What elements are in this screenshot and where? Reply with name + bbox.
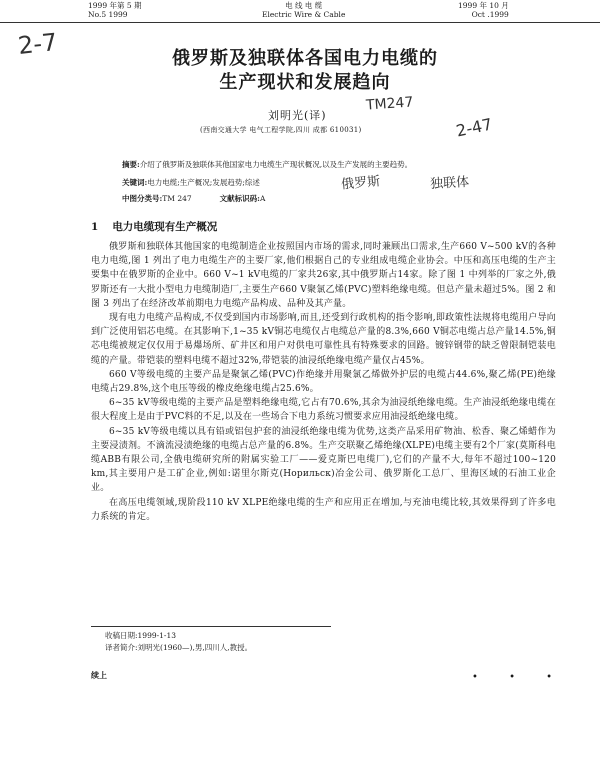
handwritten-keyword-russia: 俄罗斯 [340, 174, 381, 193]
paragraph: 俄罗斯和独联体其他国家的电缆制造企业按照国内市场的需求,同时兼顾出口需求,生产660 V~500 kV的各种电力电缆,图 1 列出了电力电缆生产的主要厂家,他们根据自己的专业组成电缆企业协会。中压和高压电缆的生产主要集中在俄罗斯的企业中。660 V~1 kV电缆的厂家共26家,其中俄罗斯占14家。除了图 1 中列举的厂家之外,俄罗斯还有一大批小型电力电缆制造厂,主要生产660 V聚氯乙烯(PVC)塑料绝缘电缆。但总产量未超过5%。图 2 和图 3 列出了在经济改革前期电力电缆产品构成、品种及其产量。 [91, 242, 556, 309]
article-title-line2: 生产现状和发展趋向 [219, 72, 391, 93]
handwritten-mark-number: 2-47 [454, 114, 494, 141]
article-author: 刘明光(译) [268, 109, 327, 122]
section-heading [91, 219, 217, 234]
section-number: 1 [91, 221, 99, 233]
handwritten-keyword-cis: 独联体 [429, 174, 470, 193]
journal-name-cn: 电 线 电 缆 [285, 1, 323, 10]
paragraph: 660 V等级电缆的主要产品是聚氯乙烯(PVC)作绝缘并用聚氯乙烯做外护层的电缆占44.6%,聚乙烯(PE)绝缘电缆占29.8%,这个电压等级的橡皮绝缘电缆占25.6%。 [91, 369, 556, 395]
received-value: 1999-1-13 [137, 631, 177, 640]
received-label: 收稿日期: [105, 631, 138, 640]
bio-value: 刘明光(1960—),男,四川人,教授。 [137, 643, 253, 652]
header-date [458, 1, 509, 19]
article-affiliation: (西南交通大学 电气工程学院,四川 成都 610031) [200, 126, 362, 134]
header-issue [88, 1, 142, 19]
received-date [91, 630, 331, 642]
paragraph: 6~35 kV等级电缆的主要产品是塑料绝缘电缆,它占有70.6%,其余为油浸纸绝缘电缆。生产油浸纸绝缘电缆在很大程度上是由于PVC料的不足,以及在一些场合下电力系统习惯要求应用油浸纸绝缘电缆。 [91, 398, 556, 423]
stray-marks: • • • [472, 672, 567, 683]
journal-header [0, 0, 600, 23]
abstract [122, 160, 562, 170]
paragraph: 在高压电缆领域,现阶段110 kV XLPE绝缘电缆的生产和应用正在增加,与充油电缆比较,其效果得到了许多电力系统的肯定。 [91, 497, 556, 522]
abstract-label: 摘要: [122, 160, 140, 169]
keywords-label: 关键词: [122, 178, 148, 187]
continued-note: 续上 [91, 670, 107, 680]
journal-name-en: Electric Wire & Cable [262, 10, 346, 19]
header-date-en: Oct .1999 [471, 10, 509, 19]
doc-code-label: 文献标识码: [219, 194, 260, 203]
clc-value: TM 247 [162, 194, 192, 203]
doc-code-value: A [259, 194, 266, 203]
classification [122, 194, 562, 204]
article-title-line1: 俄罗斯及独联体各国电力电缆的 [172, 48, 438, 69]
abstract-text: 介绍了俄罗斯及独联体其他国家电力电缆生产现状概况,以及生产发展的主要趋势。 [139, 160, 413, 169]
paragraph: 6~35 kV等级电缆以具有铅或铝包护套的油浸纸绝缘电缆为优势,这类产品采用矿物油、松香、聚乙烯蜡作为主要浸渍剂。不滴流浸渍绝缘的电缆占总产量的6.8%。生产交联聚乙烯绝缘(XLPE)电缆主要有2个厂家(莫斯科电缆ABB有限公司,全俄电缆研究所的附属实验工厂——爱克斯巴电缆厂),它们的产量不大,每年不超过100~120 km,其主要用户是工矿企业,例如:诺里尔斯克(Норильск)冶金公司、俄罗斯化工总厂、里海区域的石油工业企业。 [91, 426, 556, 494]
header-issue-cn: 1999 年第 5 期 [88, 1, 142, 10]
header-journal [262, 1, 345, 19]
footnote [91, 626, 331, 654]
bio-label: 译者简介: [105, 643, 138, 652]
header-issue-en: No.5 1999 [88, 10, 128, 19]
paragraph: 现有电力电缆产品构成,不仅受到国内市场影响,而且,还受到行政机构的指令影响,即政策性法规将电缆用户导向到广泛使用铝芯电缆。在其影响下,1~35 kV铜芯电缆仅占电缆总产量的8.3%,660 V铜芯电缆占总产量14.5%,铜芯电缆被规定仅仅用于易爆场所、矿井区和用户对供电可靠性具有特殊要求的回路。镀锌钢带的缺乏曾限制铠装电缆的产量。带铠装的塑料电缆不超过32%,带铠装的油浸纸绝缘电缆产量仅占45%。 [91, 313, 556, 366]
keywords [122, 178, 562, 188]
handwritten-mark-page-code: 2-7 [16, 28, 59, 60]
handwritten-mark-class-code: TM247 [365, 94, 414, 114]
header-date-cn: 1999 年 10 月 [458, 1, 509, 10]
section-title: 电力电缆现有生产概况 [112, 221, 218, 233]
clc-label: 中图分类号: [122, 194, 163, 203]
keywords-text: 电力电缆;生产概况;发展趋势;综述 [147, 178, 260, 187]
body-text [91, 240, 556, 524]
translator-bio [91, 642, 331, 654]
